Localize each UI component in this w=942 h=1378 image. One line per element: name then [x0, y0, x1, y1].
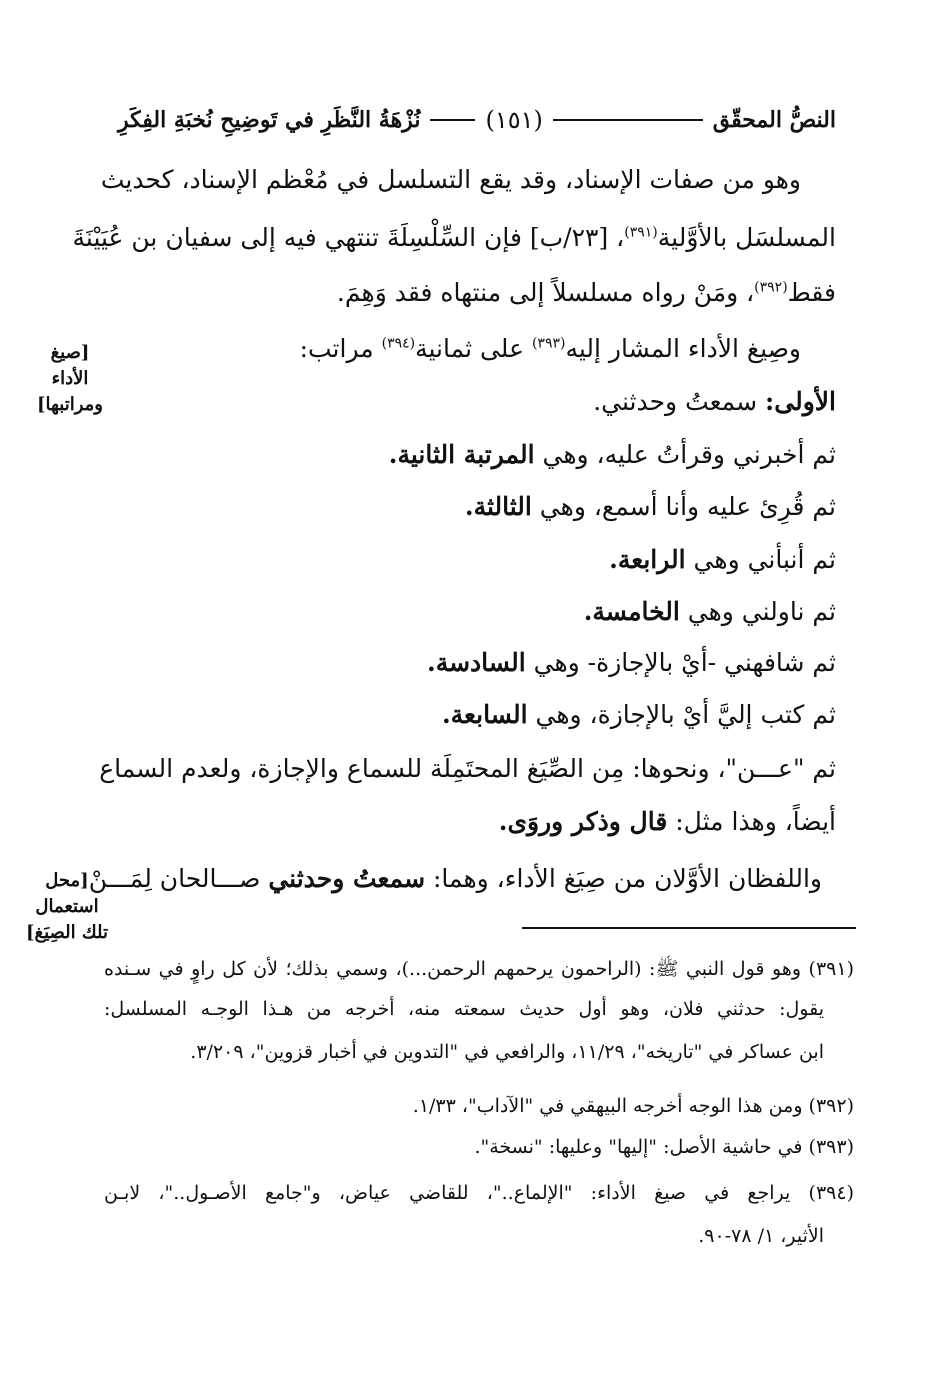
- footnote-392: (٣٩٢) ومن هذا الوجه أخرجه البيهقي في "الآداب"، ١/٣٣.: [412, 1095, 854, 1117]
- page-header: [118, 100, 836, 140]
- footnote-ref[interactable]: (٣٩١): [624, 224, 658, 241]
- rank-eighth-cont: أيضاً، وهذا مثل: قال وذكر وروَى.: [498, 807, 836, 836]
- header-right-title: نُزْهَةُ النَّظَرِ في تَوضِيحِ نُخبَةِ الفِكَرِ: [118, 107, 421, 133]
- body-line-1: وهو من صفات الإسناد، وقد يقع التسلسل في مُعْظم الإسناد، كحديث: [100, 165, 801, 194]
- page-number: (١٥١): [485, 106, 543, 134]
- side-note-usage-of-forms: [محل استعمال تلك الصِيَغ]: [25, 870, 109, 943]
- body-line-2: المسلسَل بالأوَّلية$^{(٣٩١)}$، [٢٣/ب] فإن السِّلْسِلَةَ تنتهي فيه إلى سفيان بن عُيَيْنَةَ: [72, 223, 836, 252]
- header-rule-left: [430, 119, 475, 121]
- footnote-394: (٣٩٤) يراجع في صيغ الأداء: "الإلماع.."، للقاضي عياض، و"جامع الأصـول.."، لابـن: [104, 1182, 854, 1204]
- rank-fifth: ثم ناولني وهي الخامسة.: [583, 597, 836, 626]
- rank-third: ثم قُرِئ عليه وأنا أسمع، وهي الثالثة.: [464, 492, 836, 521]
- body-line-3: فقط$^{(٣٩٢)}$، ومَنْ رواه مسلسلاً إلى منتهاه فقد وَهِمَ.: [336, 278, 836, 307]
- rank-seventh: ثم كتب إليَّ أيْ بالإجازة، وهي السابعة.: [441, 700, 836, 729]
- footnote-ref[interactable]: (٣٩٢): [754, 279, 788, 296]
- rank-sixth: ثم شافهني -أيْ بالإجازة- وهي السادسة.: [427, 648, 836, 677]
- side-note-forms-of-transmission: [صيغ الأداء ومراتبها]: [36, 342, 103, 415]
- footnote-391: (٣٩١) وهو قول النبي ﷺ: (الراحمون يرحمهم الرحمن...)، وسمي بذلك؛ لأن كل راوٍ في سـنده: [104, 958, 854, 980]
- rank-fourth: ثم أنبأني وهي الرابعة.: [609, 545, 836, 574]
- footnote-391-cont2: ابن عساكر في "تاريخه"، ١١/٢٩، والرافعي في "التدوين في أخبار قزوين"، ٣/٢٠٩.: [190, 1041, 824, 1063]
- body-last-line: واللفظان الأوَّلان من صِيَغ الأداء، وهما: سمعتُ وحدثني صـــالحان لِمَـــنْ: [88, 864, 822, 893]
- body-line-4: وصِيغ الأداء المشار إليه$^{(٣٩٣)}$ على ثمانية$^{(٣٩٤)}$ مراتب:: [299, 334, 801, 363]
- footnote-ref[interactable]: (٣٩٤): [381, 335, 416, 352]
- header-rule-right: [553, 119, 703, 121]
- footnote-393: (٣٩٣) في حاشية الأصل: "إليها" وعليها: "نسخة".: [474, 1136, 854, 1158]
- rank-first: الأولى: سمعتُ وحدثني.: [593, 387, 836, 416]
- footnote-391-cont: يقول: حدثني فلان، وهو أول حديث سمعته منه، أخرجه من هـذا الوجـه المسلسل:: [104, 998, 824, 1020]
- footnote-divider: [522, 927, 856, 929]
- rank-second: ثم أخبرني وقرأتُ عليه، وهي المرتبة الثانية.: [388, 440, 836, 469]
- footnote-ref[interactable]: (٣٩٣): [531, 335, 566, 352]
- rank-eighth: ثم "عـــن"، ونحوها: مِن الصِّيَغ المحتَمِلَة للسماع والإجازة، ولعدم السماع: [99, 754, 836, 783]
- header-left-title: النصُّ المحقّق: [712, 107, 836, 133]
- footnote-394-cont: الأثير، ١/ ٧٨-٩٠.: [698, 1225, 824, 1247]
